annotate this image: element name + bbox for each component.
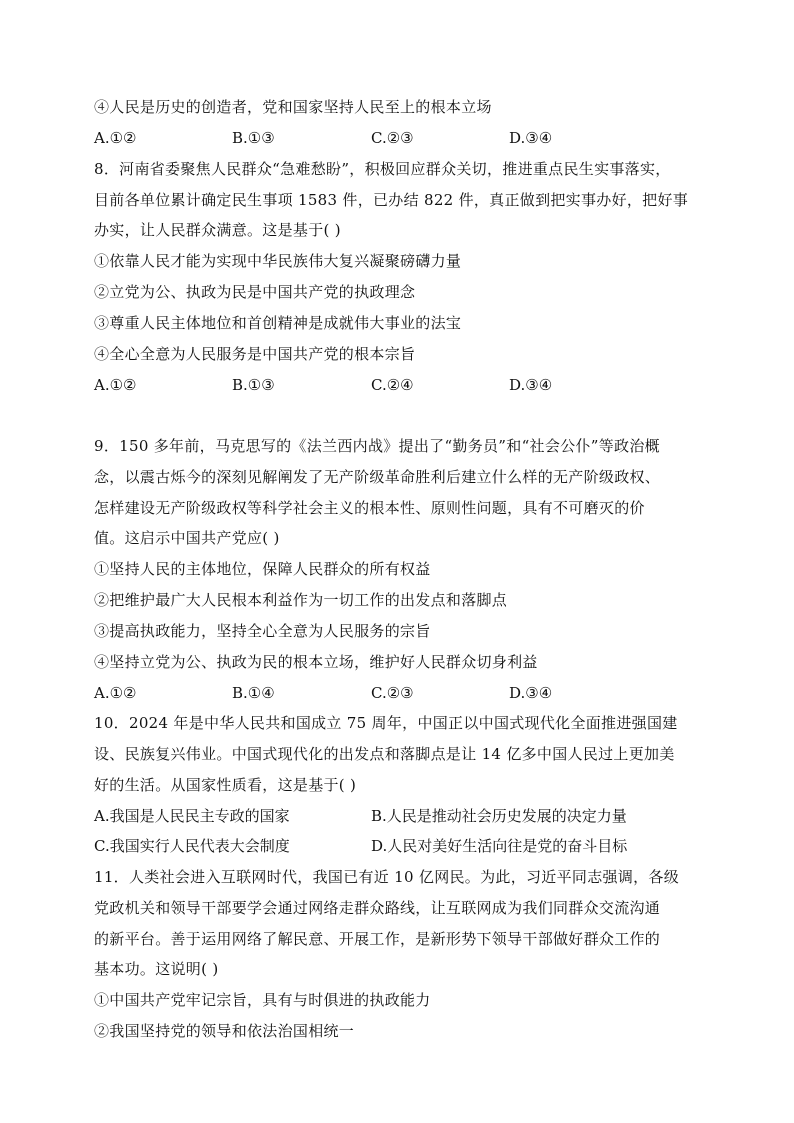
text-line: 基本功。这说明( ) [94, 960, 219, 978]
option-a: A.①② [94, 376, 137, 394]
option-b: B.人民是推动社会历史发展的决定力量 [371, 807, 627, 825]
statement-2: ②把维护最广大人民根本利益作为一切工作的出发点和落脚点 [94, 591, 508, 609]
text-line: 念，以震古烁今的深刻见解阐发了无产阶级革命胜利后建立什么样的无产阶级政权、 [94, 468, 661, 486]
text-line: 怎样建设无产阶级政权等科学社会主义的根本性、原则性问题，具有不可磨灭的价 [94, 499, 645, 517]
answer-options-q9 [94, 683, 694, 703]
text-line: 的新平台。善于运用网络了解民意、开展工作，是新形势下领导干部做好群众工作的 [94, 930, 661, 948]
option-d: D.人民对美好生活向往是党的奋斗目标 [371, 837, 628, 855]
statement-2: ②立党为公、执政为民是中国共产党的执政理念 [94, 283, 416, 301]
statement-4: ④全心全意为人民服务是中国共产党的根本宗旨 [94, 345, 416, 363]
question-8-stem: 8．河南省委聚焦人民群众“急难愁盼”，积极回应群众关切，推进重点民生实事落实， [94, 160, 671, 178]
option-a: A.①② [94, 684, 137, 702]
text-line: 目前各单位累计确定民生事项 1583 件，已办结 822 件，真正做到把实事办好，把好事 [94, 191, 689, 209]
answer-options-q8 [94, 375, 694, 395]
option-b: B.①③ [232, 376, 275, 394]
text-line: ④人民是历史的创造者，党和国家坚持人民至上的根本立场 [94, 98, 492, 116]
option-a: A.我国是人民民主专政的国家 [94, 807, 290, 825]
answer-options-q10-row1 [94, 806, 694, 826]
statement-1: ①坚持人民的主体地位，保障人民群众的所有权益 [94, 560, 431, 578]
option-a: A.①② [94, 129, 137, 147]
text-line: 值。这启示中国共产党应( ) [94, 529, 280, 547]
text-line: 党政机关和领导干部要学会通过网络走群众路线，让互联网成为我们同群众交流沟通 [94, 899, 661, 917]
text-line: 设、民族复兴伟业。中国式现代化的出发点和落脚点是让 14 亿多中国人民过上更加美 [94, 745, 675, 763]
answer-options-q10-row2 [94, 836, 694, 856]
statement-1: ①中国共产党牢记宗旨，具有与时俱进的执政能力 [94, 991, 431, 1009]
statement-1: ①依靠人民才能为实现中华民族伟大复兴凝聚磅礴力量 [94, 252, 462, 270]
option-c: C.我国实行人民代表大会制度 [94, 837, 290, 855]
statement-2: ②我国坚持党的领导和依法治国相统一 [94, 1022, 355, 1040]
option-b: B.①③ [232, 129, 275, 147]
answer-options-q7 [94, 128, 694, 148]
option-d: D.③④ [509, 684, 553, 702]
statement-3: ③提高执政能力，坚持全心全意为人民服务的宗旨 [94, 622, 431, 640]
option-d: D.③④ [509, 376, 553, 394]
text-line: 好的生活。从国家性质看，这是基于( ) [94, 776, 357, 794]
statement-3: ③尊重人民主体地位和首创精神是成就伟大事业的法宝 [94, 314, 462, 332]
option-d: D.③④ [509, 129, 553, 147]
option-c: C.②③ [371, 129, 414, 147]
option-b: B.①④ [232, 684, 275, 702]
question-10-stem: 10．2024 年是中华人民共和国成立 75 周年，中国正以中国式现代化全面推进强国建 [94, 714, 678, 732]
option-c: C.②④ [371, 376, 414, 394]
question-11-stem: 11．人类社会进入互联网时代，我国已有近 10 亿网民。为此，习近平同志强调，各级 [94, 868, 680, 886]
question-9-stem: 9．150 多年前，马克思写的《法兰西内战》提出了“勤务员”和“社会公仆”等政治概 [94, 437, 660, 455]
option-c: C.②③ [371, 684, 414, 702]
text-line: 办实，让人民群众满意。这是基于( ) [94, 221, 341, 239]
statement-4: ④坚持立党为公、执政为民的根本立场，维护好人民群众切身利益 [94, 653, 538, 671]
